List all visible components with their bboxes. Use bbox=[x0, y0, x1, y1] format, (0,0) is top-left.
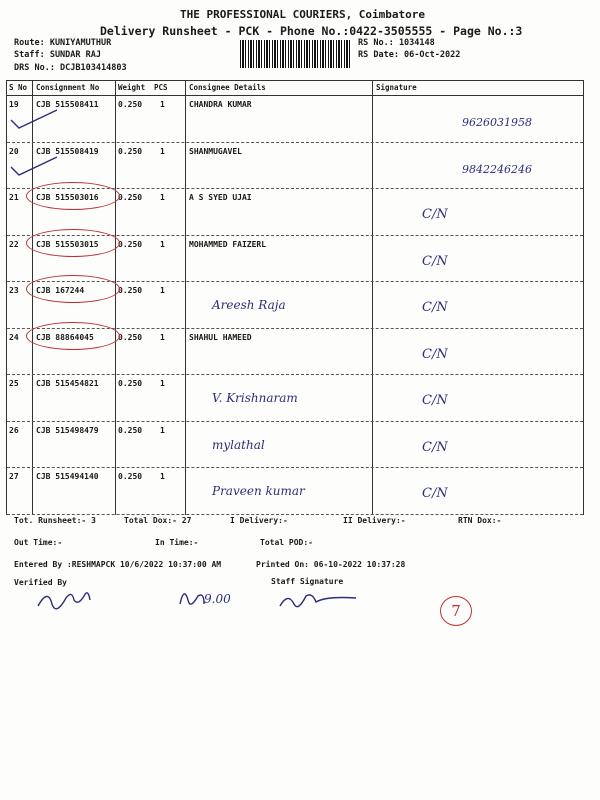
cell-weight: 0.250 bbox=[118, 425, 143, 435]
handwritten-consignee: V. Krishnaram bbox=[212, 391, 298, 405]
cell-weight: 0.250 bbox=[118, 332, 143, 342]
barcode-image bbox=[240, 40, 352, 68]
cell-consignment: CJB 515508419 bbox=[36, 146, 99, 156]
handwritten-signature: 9842246246 bbox=[462, 162, 532, 176]
out-time: Out Time:- bbox=[14, 538, 63, 547]
document-subtitle: Delivery Runsheet - PCK - Phone No.:0422-3505555 - Page No.:3 bbox=[100, 24, 523, 38]
cell-consignment: CJB 515503015 bbox=[36, 239, 99, 249]
cell-consignment: CJB 515494140 bbox=[36, 472, 99, 481]
rs-number: RS No.: 1034148 bbox=[358, 38, 435, 48]
cell-sno: 27 bbox=[9, 472, 19, 481]
col-consignment: Consignment No bbox=[36, 83, 100, 92]
cell-weight: 0.250 bbox=[118, 239, 143, 249]
cell-consignee: SHANMUGAVEL bbox=[189, 146, 242, 156]
cell-sno: 24 bbox=[9, 332, 19, 342]
cell-consignee: CHANDRA KUMAR bbox=[189, 100, 252, 109]
handwritten-signature: C/N bbox=[422, 393, 448, 408]
handwritten-consignee: mylathal bbox=[212, 437, 265, 452]
col-pcs: PCS bbox=[154, 83, 168, 92]
cell-consignment: CJB 167244 bbox=[36, 286, 85, 295]
handwritten-signature: C/N bbox=[422, 253, 448, 269]
printed-on: Printed On: 06-10-2022 10:37:28 bbox=[256, 560, 406, 569]
drs-number: DRS No.: DCJB103414803 bbox=[14, 63, 127, 73]
entered-by: Entered By :RESHMAPCK 10/6/2022 10:37:00 AM bbox=[14, 560, 222, 569]
col-sno: S No bbox=[9, 83, 28, 92]
ii-delivery: II Delivery:- bbox=[343, 516, 406, 525]
document-title: THE PROFESSIONAL COURIERS, Coimbatore bbox=[180, 8, 426, 21]
staff-label: Staff: SUNDAR RAJ bbox=[14, 50, 101, 60]
cell-weight: 0.250 bbox=[118, 193, 143, 202]
handwritten-consignee: Areesh Raja bbox=[212, 298, 286, 312]
route-label: Route: KUNIYAMUTHUR bbox=[14, 38, 112, 48]
cell-weight: 0.250 bbox=[118, 379, 143, 388]
cell-consignee: MOHAMMED FAIZERL bbox=[189, 239, 267, 249]
handwritten-signature: C/N bbox=[422, 439, 448, 455]
handwritten-signature: C/N bbox=[422, 207, 448, 222]
cell-weight: 0.250 bbox=[118, 146, 143, 156]
col-consignee: Consignee Details bbox=[189, 83, 266, 92]
cell-sno: 21 bbox=[9, 193, 19, 202]
handwritten-signature: C/N bbox=[422, 486, 448, 501]
cell-pcs: 1 bbox=[160, 100, 165, 109]
table-row bbox=[7, 96, 583, 143]
rtn-dox: RTN Dox:- bbox=[458, 516, 502, 525]
handwritten-signature: 9626031958 bbox=[462, 116, 532, 129]
table-header bbox=[7, 81, 583, 96]
table-row bbox=[7, 143, 583, 190]
cell-pcs: 1 bbox=[160, 193, 165, 202]
cell-pcs: 1 bbox=[160, 472, 165, 481]
cell-weight: 0.250 bbox=[118, 472, 143, 481]
total-pod: Total POD:- bbox=[260, 538, 313, 547]
col-signature: Signature bbox=[376, 83, 417, 92]
cell-pcs: 1 bbox=[160, 332, 165, 342]
cell-consignee: SHAHUL HAMEED bbox=[189, 332, 252, 342]
red-circle-annotation bbox=[26, 275, 120, 303]
staff-signature-label: Staff Signature bbox=[271, 577, 344, 586]
i-delivery: I Delivery:- bbox=[230, 516, 288, 525]
cell-sno: 25 bbox=[9, 379, 19, 388]
handwritten-consignee: Praveen kumar bbox=[212, 484, 305, 498]
cell-consignment: CJB 515498479 bbox=[36, 425, 99, 435]
cell-sno: 23 bbox=[9, 286, 19, 295]
cell-weight: 0.250 bbox=[118, 286, 143, 295]
cell-pcs: 1 bbox=[160, 379, 165, 388]
cell-pcs: 1 bbox=[160, 286, 165, 295]
col-weight: Weight bbox=[118, 83, 146, 92]
tot-runsheet: Tot. Runsheet:- 3 bbox=[14, 516, 96, 525]
footer-signatures bbox=[30, 584, 360, 624]
in-time: In Time:- bbox=[155, 538, 199, 547]
tick-mark bbox=[7, 106, 67, 136]
red-circle-annotation bbox=[26, 322, 120, 350]
cell-consignment: CJB 88864045 bbox=[36, 332, 94, 342]
red-circle-annotation bbox=[26, 229, 120, 257]
cell-consignment: CJB 515508411 bbox=[36, 100, 99, 109]
cell-sno: 20 bbox=[9, 146, 19, 156]
cell-pcs: 1 bbox=[160, 146, 165, 156]
cell-sno: 19 bbox=[9, 100, 19, 109]
verified-by-label: Verified By bbox=[14, 578, 67, 587]
cell-sno: 22 bbox=[9, 239, 19, 249]
handwritten-time: 9.00 bbox=[204, 592, 231, 606]
page-mark: 7 bbox=[440, 596, 472, 626]
handwritten-signature: C/N bbox=[422, 300, 448, 315]
handwritten-signature: C/N bbox=[422, 346, 448, 362]
total-dox: Total Dox:- 27 bbox=[124, 516, 192, 525]
cell-pcs: 1 bbox=[160, 239, 165, 249]
table-row bbox=[7, 375, 583, 422]
cell-pcs: 1 bbox=[160, 425, 165, 435]
red-circle-annotation bbox=[26, 182, 120, 210]
rs-date: RS Date: 06-Oct-2022 bbox=[358, 50, 461, 60]
cell-consignment: CJB 515503016 bbox=[36, 193, 99, 202]
cell-consignee: A S SYED UJAI bbox=[189, 193, 252, 202]
cell-sno: 26 bbox=[9, 425, 19, 435]
cell-consignment: CJB 515454821 bbox=[36, 379, 99, 388]
table-row bbox=[7, 468, 583, 515]
cell-weight: 0.250 bbox=[118, 100, 143, 109]
table-row bbox=[7, 422, 583, 469]
tick-mark bbox=[7, 153, 67, 183]
